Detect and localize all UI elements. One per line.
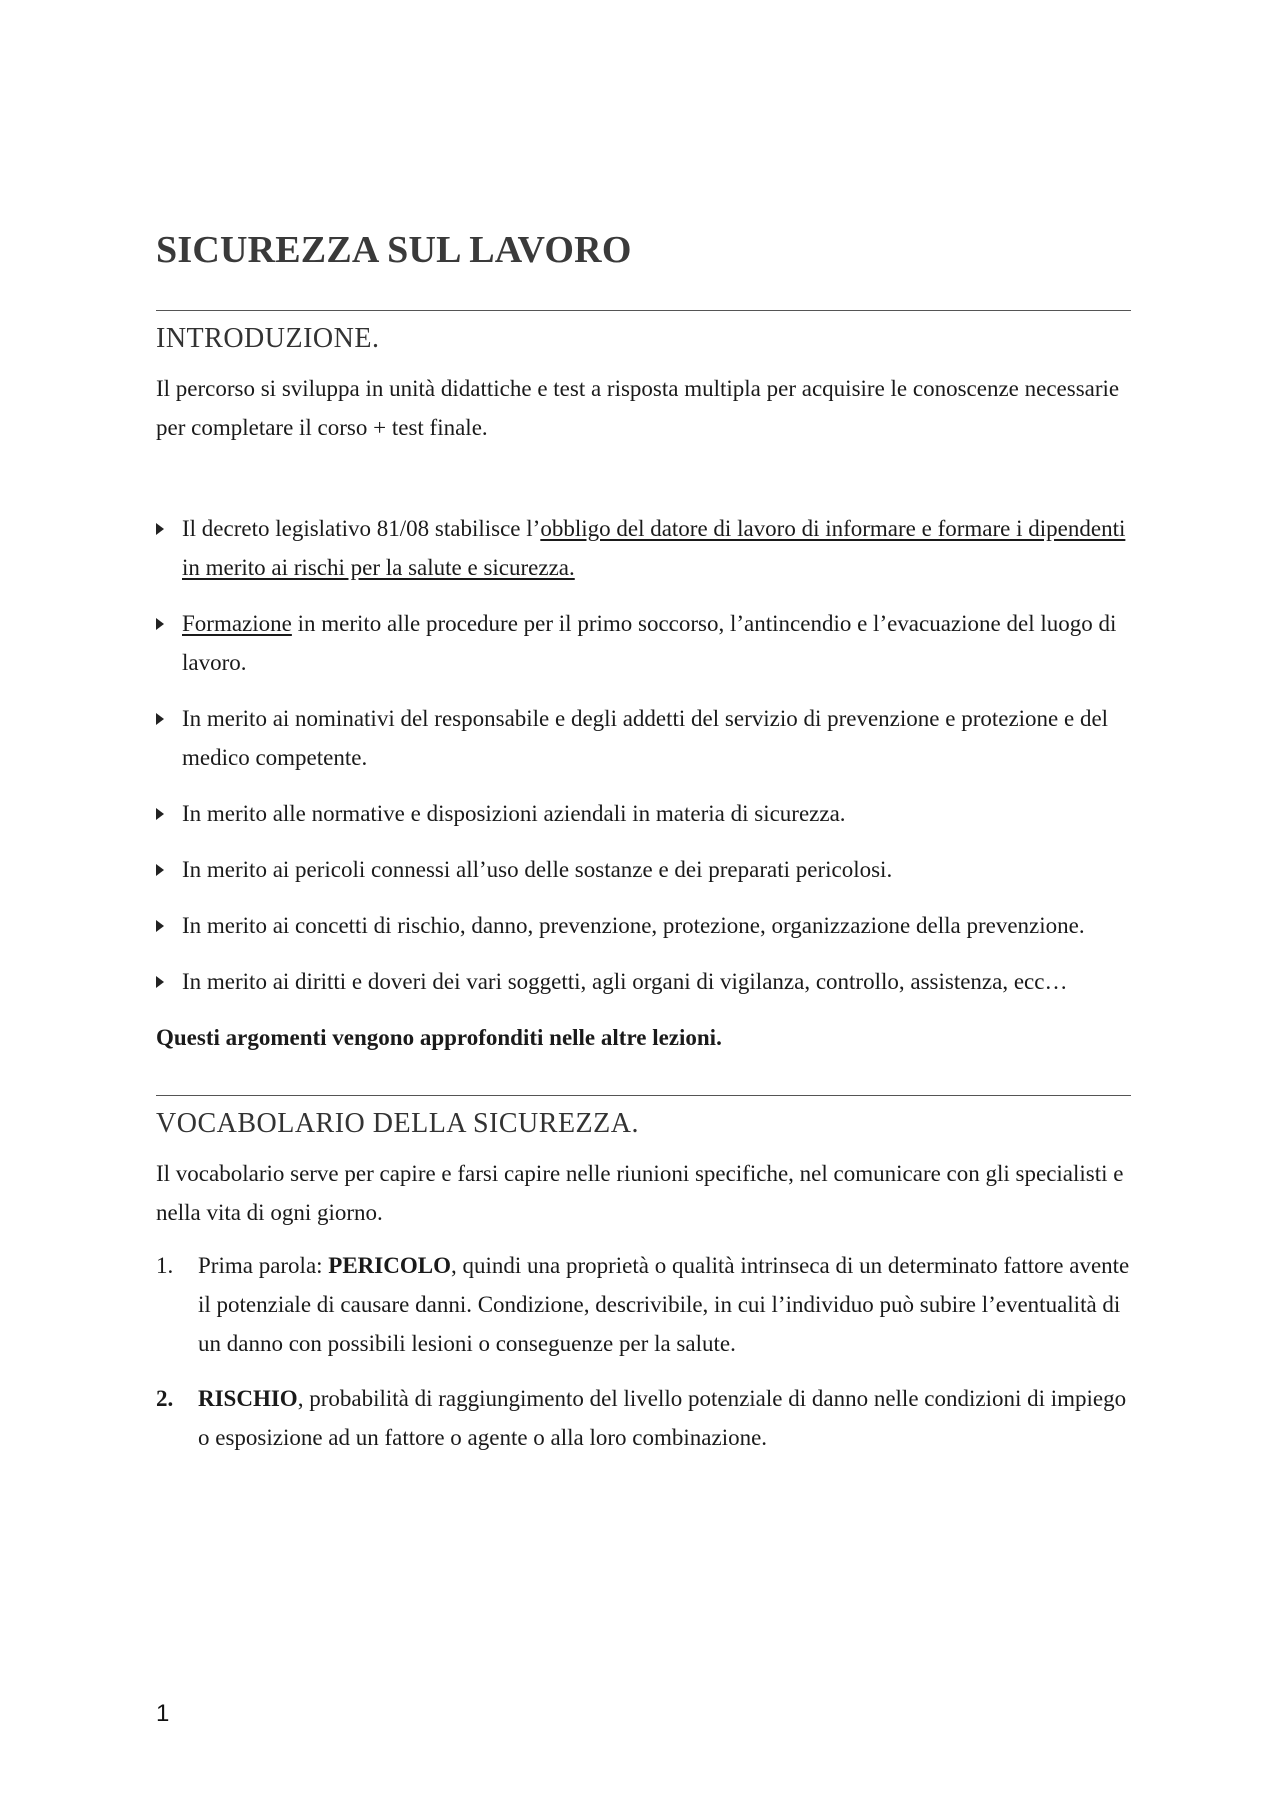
bullet-underlined-text: obbligo del datore di lavoro di informare e formare i dipendenti in merito ai rischi per la salute e sicurezza. bbox=[182, 516, 1126, 580]
bullet-text: In merito alle normative e disposizioni aziendali in materia di sicurezza. bbox=[182, 801, 846, 826]
vocab-item bbox=[156, 1379, 1131, 1457]
topic-bullet-list bbox=[156, 509, 1131, 1001]
vocab-numbered-list bbox=[156, 1246, 1131, 1457]
item-number: 1. bbox=[156, 1253, 174, 1278]
triangle-bullet-icon bbox=[156, 976, 164, 988]
bullet-item bbox=[156, 604, 1131, 682]
item-number: 2. bbox=[156, 1386, 174, 1411]
bullet-item bbox=[156, 509, 1131, 587]
vocab-paragraph: Il vocabolario serve per capire e farsi capire nelle riunioni specifiche, nel comunicare con gli specialisti e nella vita di ogni giorno. bbox=[156, 1161, 1124, 1225]
intro-paragraph: Il percorso si sviluppa in unità didattiche e test a risposta multipla per acquisire le conoscenze necessarie per completare il corso + test finale. bbox=[156, 376, 1120, 440]
bullet-text: In merito ai concetti di rischio, danno, prevenzione, protezione, organizzazione della prevenzione. bbox=[182, 913, 1085, 938]
vocab-item bbox=[156, 1246, 1131, 1363]
bullet-item bbox=[156, 794, 1131, 833]
triangle-bullet-icon bbox=[156, 808, 164, 820]
triangle-bullet-icon bbox=[156, 618, 164, 630]
item-text: , probabilità di raggiungimento del livello potenziale di danno nelle condizioni di impiego o esposizione ad un fattore o agente o alla loro combinazione. bbox=[198, 1386, 1127, 1450]
section-divider bbox=[156, 310, 1131, 311]
bullet-item bbox=[156, 906, 1131, 945]
triangle-bullet-icon bbox=[156, 864, 164, 876]
bullet-item bbox=[156, 962, 1131, 1001]
intro-heading: INTRODUZIONE. bbox=[156, 323, 380, 354]
bullet-text: In merito ai diritti e doveri dei vari soggetti, agli organi di vigilanza, controllo, assistenza, ecc… bbox=[182, 969, 1068, 994]
bold-note: Questi argomenti vengono approfonditi nelle altre lezioni. bbox=[156, 1025, 722, 1050]
item-lead: Prima parola: bbox=[198, 1253, 329, 1278]
triangle-bullet-icon bbox=[156, 523, 164, 535]
bullet-text: In merito ai pericoli connessi all’uso delle sostanze e dei preparati pericolosi. bbox=[182, 857, 893, 882]
document-title: SICUREZZA SUL LAVORO bbox=[156, 229, 632, 271]
item-term: RISCHIO bbox=[198, 1386, 298, 1411]
bullet-text: Il decreto legislativo 81/08 stabilisce l’ bbox=[182, 516, 541, 541]
bullet-text-suffix: in merito alle procedure per il primo soccorso, l’antincendio e l’evacuazione del luogo di lavoro. bbox=[182, 611, 1117, 675]
triangle-bullet-icon bbox=[156, 713, 164, 725]
page-number: 1 bbox=[156, 1700, 170, 1727]
bullet-text: In merito ai nominativi del responsabile e degli addetti del servizio di prevenzione e protezione e del medico competente. bbox=[182, 706, 1109, 770]
page-content bbox=[156, 226, 1131, 1473]
item-text: , quindi una proprietà o qualità intrinseca di un determinato fattore avente il potenziale di causare danni. Condizione, descrivibile, in cui l’individuo può subire l’eventualità di un danno con possibili lesioni o conseguenze per la salute. bbox=[198, 1253, 1130, 1356]
bullet-item bbox=[156, 850, 1131, 889]
bullet-underlined-text: Formazione bbox=[182, 611, 292, 636]
item-term: PERICOLO bbox=[328, 1253, 451, 1278]
bullet-item bbox=[156, 699, 1131, 777]
section-divider bbox=[156, 1095, 1131, 1096]
vocab-heading: VOCABOLARIO DELLA SICUREZZA. bbox=[156, 1108, 639, 1139]
triangle-bullet-icon bbox=[156, 920, 164, 932]
